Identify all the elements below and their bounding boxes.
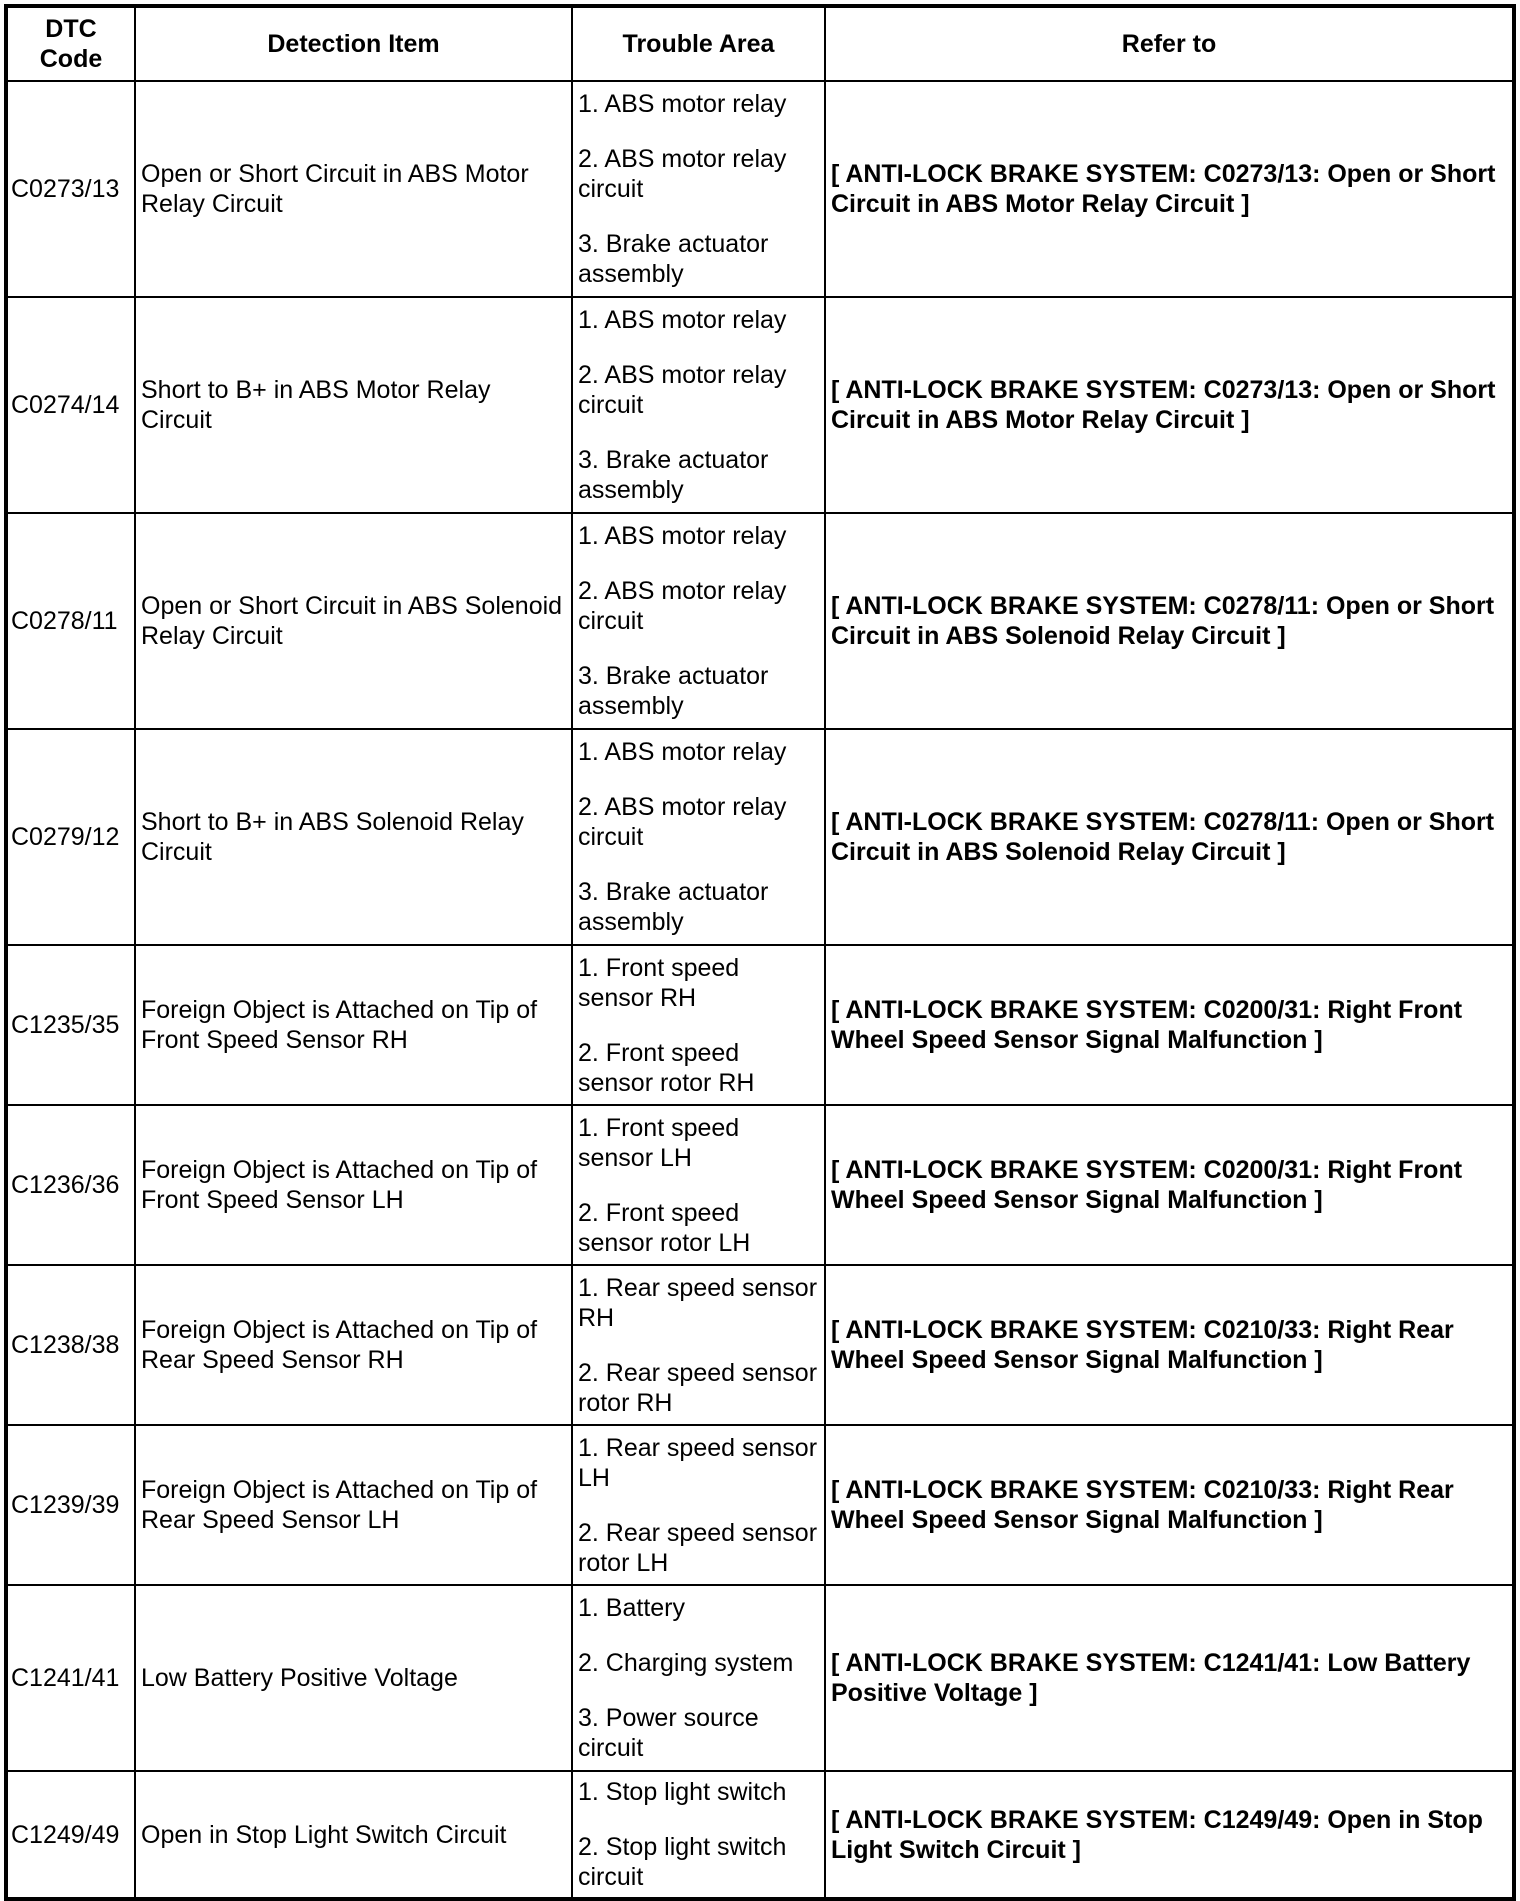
dtc-code-cell: C1238/38 [6, 1265, 135, 1425]
trouble-area-item: 1. Stop light switch [578, 1778, 787, 1806]
dtc-code-cell: C0279/12 [6, 729, 135, 945]
refer-to-link[interactable]: [ ANTI-LOCK BRAKE SYSTEM: C0273/13: Open or Short Circuit in ABS Motor Relay Circuit ] [825, 297, 1514, 513]
dtc-code-cell: C1239/39 [6, 1425, 135, 1585]
dtc-code-cell: C1235/35 [6, 945, 135, 1105]
dtc-table [4, 4, 1516, 1901]
trouble-area-item: 2. Front speed sensor rotor RH [578, 1038, 755, 1097]
table-body [6, 81, 1514, 1899]
trouble-area-item: 1. ABS motor relay [578, 90, 787, 118]
table-header-row [6, 6, 1514, 81]
trouble-area-list [578, 300, 819, 510]
dtc-code-cell: C1241/41 [6, 1585, 135, 1771]
trouble-area-item: 3. Power source circuit [578, 1704, 759, 1762]
refer-to-link[interactable]: [ ANTI-LOCK BRAKE SYSTEM: C0210/33: Right Rear Wheel Speed Sensor Signal Malfunction ] [825, 1265, 1514, 1425]
trouble-area-list [578, 84, 819, 294]
refer-to-link[interactable]: [ ANTI-LOCK BRAKE SYSTEM: C0210/33: Right Rear Wheel Speed Sensor Signal Malfunction ] [825, 1425, 1514, 1585]
header-dtc-code: DTC Code [6, 6, 135, 81]
trouble-area-item: 1. Battery [578, 1594, 685, 1622]
trouble-area-cell [572, 729, 825, 945]
trouble-area-item: 1. ABS motor relay [578, 738, 787, 766]
detection-item-cell: Open or Short Circuit in ABS Solenoid Relay Circuit [135, 513, 572, 729]
refer-to-link[interactable]: [ ANTI-LOCK BRAKE SYSTEM: C0273/13: Open or Short Circuit in ABS Motor Relay Circuit ] [825, 81, 1514, 297]
trouble-area-item: 3. Brake actuator assembly [578, 230, 769, 288]
detection-item-cell: Open or Short Circuit in ABS Motor Relay Circuit [135, 81, 572, 297]
trouble-area-item: 1. Rear speed sensor RH [578, 1273, 818, 1332]
header-refer-to: Refer to [825, 6, 1514, 81]
trouble-area-cell [572, 1265, 825, 1425]
table-row [6, 81, 1514, 297]
dtc-table-page [4, 4, 1512, 1901]
trouble-area-item: 2. Stop light switch circuit [578, 1833, 787, 1891]
trouble-area-item: 1. ABS motor relay [578, 522, 787, 550]
refer-to-link[interactable]: [ ANTI-LOCK BRAKE SYSTEM: C0200/31: Right Front Wheel Speed Sensor Signal Malfunction ] [825, 945, 1514, 1105]
table-row [6, 945, 1514, 1105]
table-row [6, 1265, 1514, 1425]
trouble-area-item: 2. Front speed sensor rotor LH [578, 1198, 751, 1257]
detection-item-cell: Short to B+ in ABS Solenoid Relay Circuit [135, 729, 572, 945]
trouble-area-item: 1. Rear speed sensor LH [578, 1433, 818, 1492]
refer-to-link[interactable]: [ ANTI-LOCK BRAKE SYSTEM: C1241/41: Low Battery Positive Voltage ] [825, 1585, 1514, 1771]
trouble-area-cell [572, 1585, 825, 1771]
detection-item-cell: Foreign Object is Attached on Tip of Front Speed Sensor LH [135, 1105, 572, 1265]
trouble-area-item: 2. ABS motor relay circuit [578, 145, 787, 203]
dtc-code-cell: C0278/11 [6, 513, 135, 729]
refer-to-link[interactable]: [ ANTI-LOCK BRAKE SYSTEM: C0200/31: Right Front Wheel Speed Sensor Signal Malfunction ] [825, 1105, 1514, 1265]
dtc-code-cell: C1236/36 [6, 1105, 135, 1265]
header-trouble-area: Trouble Area [572, 6, 825, 81]
trouble-area-cell [572, 945, 825, 1105]
trouble-area-item: 3. Brake actuator assembly [578, 878, 769, 936]
trouble-area-list [578, 516, 819, 726]
refer-to-link[interactable]: [ ANTI-LOCK BRAKE SYSTEM: C0278/11: Open or Short Circuit in ABS Solenoid Relay Circuit ] [825, 729, 1514, 945]
trouble-area-item: 1. Front speed sensor LH [578, 1113, 740, 1172]
detection-item-cell: Foreign Object is Attached on Tip of Rear Speed Sensor RH [135, 1265, 572, 1425]
trouble-area-item: 3. Brake actuator assembly [578, 662, 769, 720]
table-row [6, 1105, 1514, 1265]
trouble-area-item: 2. ABS motor relay circuit [578, 577, 787, 635]
trouble-area-item: 3. Brake actuator assembly [578, 446, 769, 504]
dtc-code-cell: C1249/49 [6, 1771, 135, 1899]
trouble-area-item: 2. Charging system [578, 1649, 794, 1677]
dtc-code-cell: C0273/13 [6, 81, 135, 297]
trouble-area-list [578, 948, 819, 1103]
trouble-area-list [578, 732, 819, 942]
trouble-area-cell [572, 81, 825, 297]
detection-item-cell: Foreign Object is Attached on Tip of Front Speed Sensor RH [135, 945, 572, 1105]
detection-item-cell: Short to B+ in ABS Motor Relay Circuit [135, 297, 572, 513]
trouble-area-item: 2. ABS motor relay circuit [578, 793, 787, 851]
trouble-area-list [578, 1772, 819, 1897]
trouble-area-cell [572, 297, 825, 513]
refer-to-link[interactable]: [ ANTI-LOCK BRAKE SYSTEM: C1249/49: Open in Stop Light Switch Circuit ] [825, 1771, 1514, 1899]
table-row [6, 1585, 1514, 1771]
trouble-area-cell [572, 513, 825, 729]
trouble-area-item: 2. Rear speed sensor rotor RH [578, 1358, 818, 1417]
table-row [6, 1425, 1514, 1585]
trouble-area-cell [572, 1771, 825, 1899]
trouble-area-item: 1. Front speed sensor RH [578, 953, 740, 1012]
trouble-area-list [578, 1108, 819, 1263]
trouble-area-list [578, 1268, 819, 1423]
trouble-area-item: 2. ABS motor relay circuit [578, 361, 787, 419]
table-row [6, 1771, 1514, 1899]
table-row [6, 729, 1514, 945]
dtc-code-cell: C0274/14 [6, 297, 135, 513]
trouble-area-list [578, 1428, 819, 1583]
detection-item-cell: Low Battery Positive Voltage [135, 1585, 572, 1771]
trouble-area-cell [572, 1425, 825, 1585]
trouble-area-cell [572, 1105, 825, 1265]
table-row [6, 297, 1514, 513]
table-row [6, 513, 1514, 729]
trouble-area-item: 1. ABS motor relay [578, 306, 787, 334]
trouble-area-item: 2. Rear speed sensor rotor LH [578, 1518, 818, 1577]
trouble-area-list [578, 1588, 819, 1768]
detection-item-cell: Foreign Object is Attached on Tip of Rear Speed Sensor LH [135, 1425, 572, 1585]
detection-item-cell: Open in Stop Light Switch Circuit [135, 1771, 572, 1899]
refer-to-link[interactable]: [ ANTI-LOCK BRAKE SYSTEM: C0278/11: Open or Short Circuit in ABS Solenoid Relay Circuit ] [825, 513, 1514, 729]
header-detection-item: Detection Item [135, 6, 572, 81]
